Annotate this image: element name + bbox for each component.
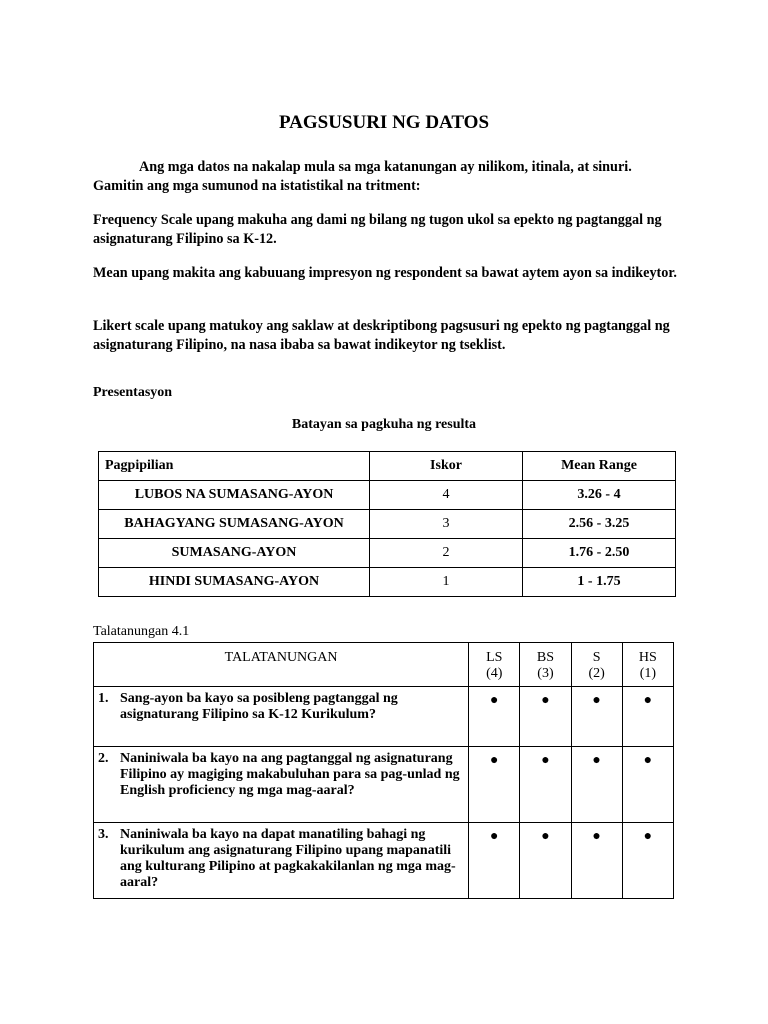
- score-cell: 2: [370, 539, 523, 568]
- mean-range-cell: 2.56 - 3.25: [523, 510, 676, 539]
- score-cell: 3: [370, 510, 523, 539]
- question-cell: [94, 823, 469, 899]
- mean-range-cell: 1.76 - 2.50: [523, 539, 676, 568]
- mean-paragraph: Mean upang makita ang kabuuang impresyon ng respondent sa bawat aytem ayon sa indikeytor.: [93, 265, 677, 281]
- column-header-bs: [520, 643, 571, 687]
- option-score: (2): [588, 666, 605, 681]
- page-title: PAGSUSURI NG DATOS: [278, 112, 490, 133]
- mean-range-cell: 3.26 - 4: [523, 481, 676, 510]
- scale-table: [98, 451, 676, 597]
- choice-cell: LUBOS NA SUMASANG-AYON: [99, 481, 370, 510]
- option-bullet-icon[interactable]: ●: [571, 823, 622, 899]
- choice-cell: BAHAGYANG SUMASANG-AYON: [99, 510, 370, 539]
- table-row: [99, 481, 676, 510]
- frequency-paragraph: Frequency Scale upang makuha ang dami ng bilang ng tugon ukol sa epekto ng pagtanggal ng asignaturang Filipino sa K-12.: [93, 212, 662, 247]
- column-header-ls: [469, 643, 520, 687]
- option-bullet-icon[interactable]: ●: [622, 687, 673, 747]
- question-text: Naniniwala ba kayo na ang pagtanggal ng asignaturang Filipino ay magiging makabuluhan para sa pag-unlad ng English proficiency ng mga mag-aaral?: [120, 751, 460, 798]
- option-bullet-icon[interactable]: ●: [622, 823, 673, 899]
- column-header-mean-range: Mean Range: [523, 452, 676, 481]
- option-code: LS: [486, 650, 503, 665]
- score-cell: 4: [370, 481, 523, 510]
- table-row: [94, 687, 674, 747]
- likert-paragraph: Likert scale upang matukoy ang saklaw at deskriptibong pagsusuri ng epekto ng pagtanggal ng asignaturang Filipino, na nasa ibaba sa bawat indikeytor ng tseklist.: [93, 318, 670, 353]
- option-bullet-icon[interactable]: ●: [469, 823, 520, 899]
- presentasyon-heading: Presentasyon: [93, 385, 173, 400]
- option-bullet-icon[interactable]: ●: [469, 687, 520, 747]
- option-code: BS: [536, 650, 555, 665]
- option-code: HS: [638, 650, 657, 665]
- table-row: [99, 510, 676, 539]
- table-row: [94, 823, 674, 899]
- column-header-iskor: Iskor: [370, 452, 523, 481]
- table-row: [99, 568, 676, 597]
- questionnaire-header-row: [94, 643, 674, 687]
- option-score: (1): [639, 666, 657, 681]
- option-bullet-icon[interactable]: ●: [520, 687, 571, 747]
- score-cell: 1: [370, 568, 523, 597]
- option-bullet-icon[interactable]: ●: [571, 687, 622, 747]
- questionnaire-table: [93, 642, 674, 899]
- question-cell: [94, 747, 469, 823]
- choice-cell: SUMASANG-AYON: [99, 539, 370, 568]
- column-header-pagpipilian: Pagpipilian: [99, 452, 370, 481]
- column-header-hs: [622, 643, 673, 687]
- table-caption: Batayan sa pagkuha ng resulta: [291, 417, 477, 432]
- option-code: S: [592, 650, 601, 665]
- option-bullet-icon[interactable]: ●: [520, 747, 571, 823]
- column-header-s: [571, 643, 622, 687]
- scale-table-header-row: [99, 452, 676, 481]
- question-number: 3.: [98, 827, 109, 842]
- question-number: 2.: [98, 751, 109, 766]
- option-bullet-icon[interactable]: ●: [520, 823, 571, 899]
- intro-paragraph: Ang mga datos na nakalap mula sa mga katanungan ay nilikom, itinala, at sinuri. Gamitin ang mga sumunod na istatistikal na tritment:: [93, 159, 632, 194]
- option-bullet-icon[interactable]: ●: [469, 747, 520, 823]
- question-text: Sang-ayon ba kayo sa posibleng pagtanggal ng asignaturang Filipino sa K-12 Kurikulum?: [120, 691, 398, 722]
- question-cell: [94, 687, 469, 747]
- option-bullet-icon[interactable]: ●: [622, 747, 673, 823]
- choice-cell: HINDI SUMASANG-AYON: [99, 568, 370, 597]
- table-row: [99, 539, 676, 568]
- option-score: (3): [537, 666, 554, 681]
- option-bullet-icon[interactable]: ●: [571, 747, 622, 823]
- column-header-talatanungan: TALATANUNGAN: [94, 643, 469, 687]
- table-row: [94, 747, 674, 823]
- mean-range-cell: 1 - 1.75: [523, 568, 676, 597]
- question-text: Naniniwala ba kayo na dapat manatiling bahagi ng kurikulum ang asignaturang Filipino upang mapanatili ang kulturang Pilipino at pagkakakilanlan ng mga mag-aaral?: [120, 827, 456, 890]
- talatanungan-label: Talatanungan 4.1: [93, 624, 190, 639]
- question-number: 1.: [98, 691, 109, 706]
- option-score: (4): [486, 666, 503, 681]
